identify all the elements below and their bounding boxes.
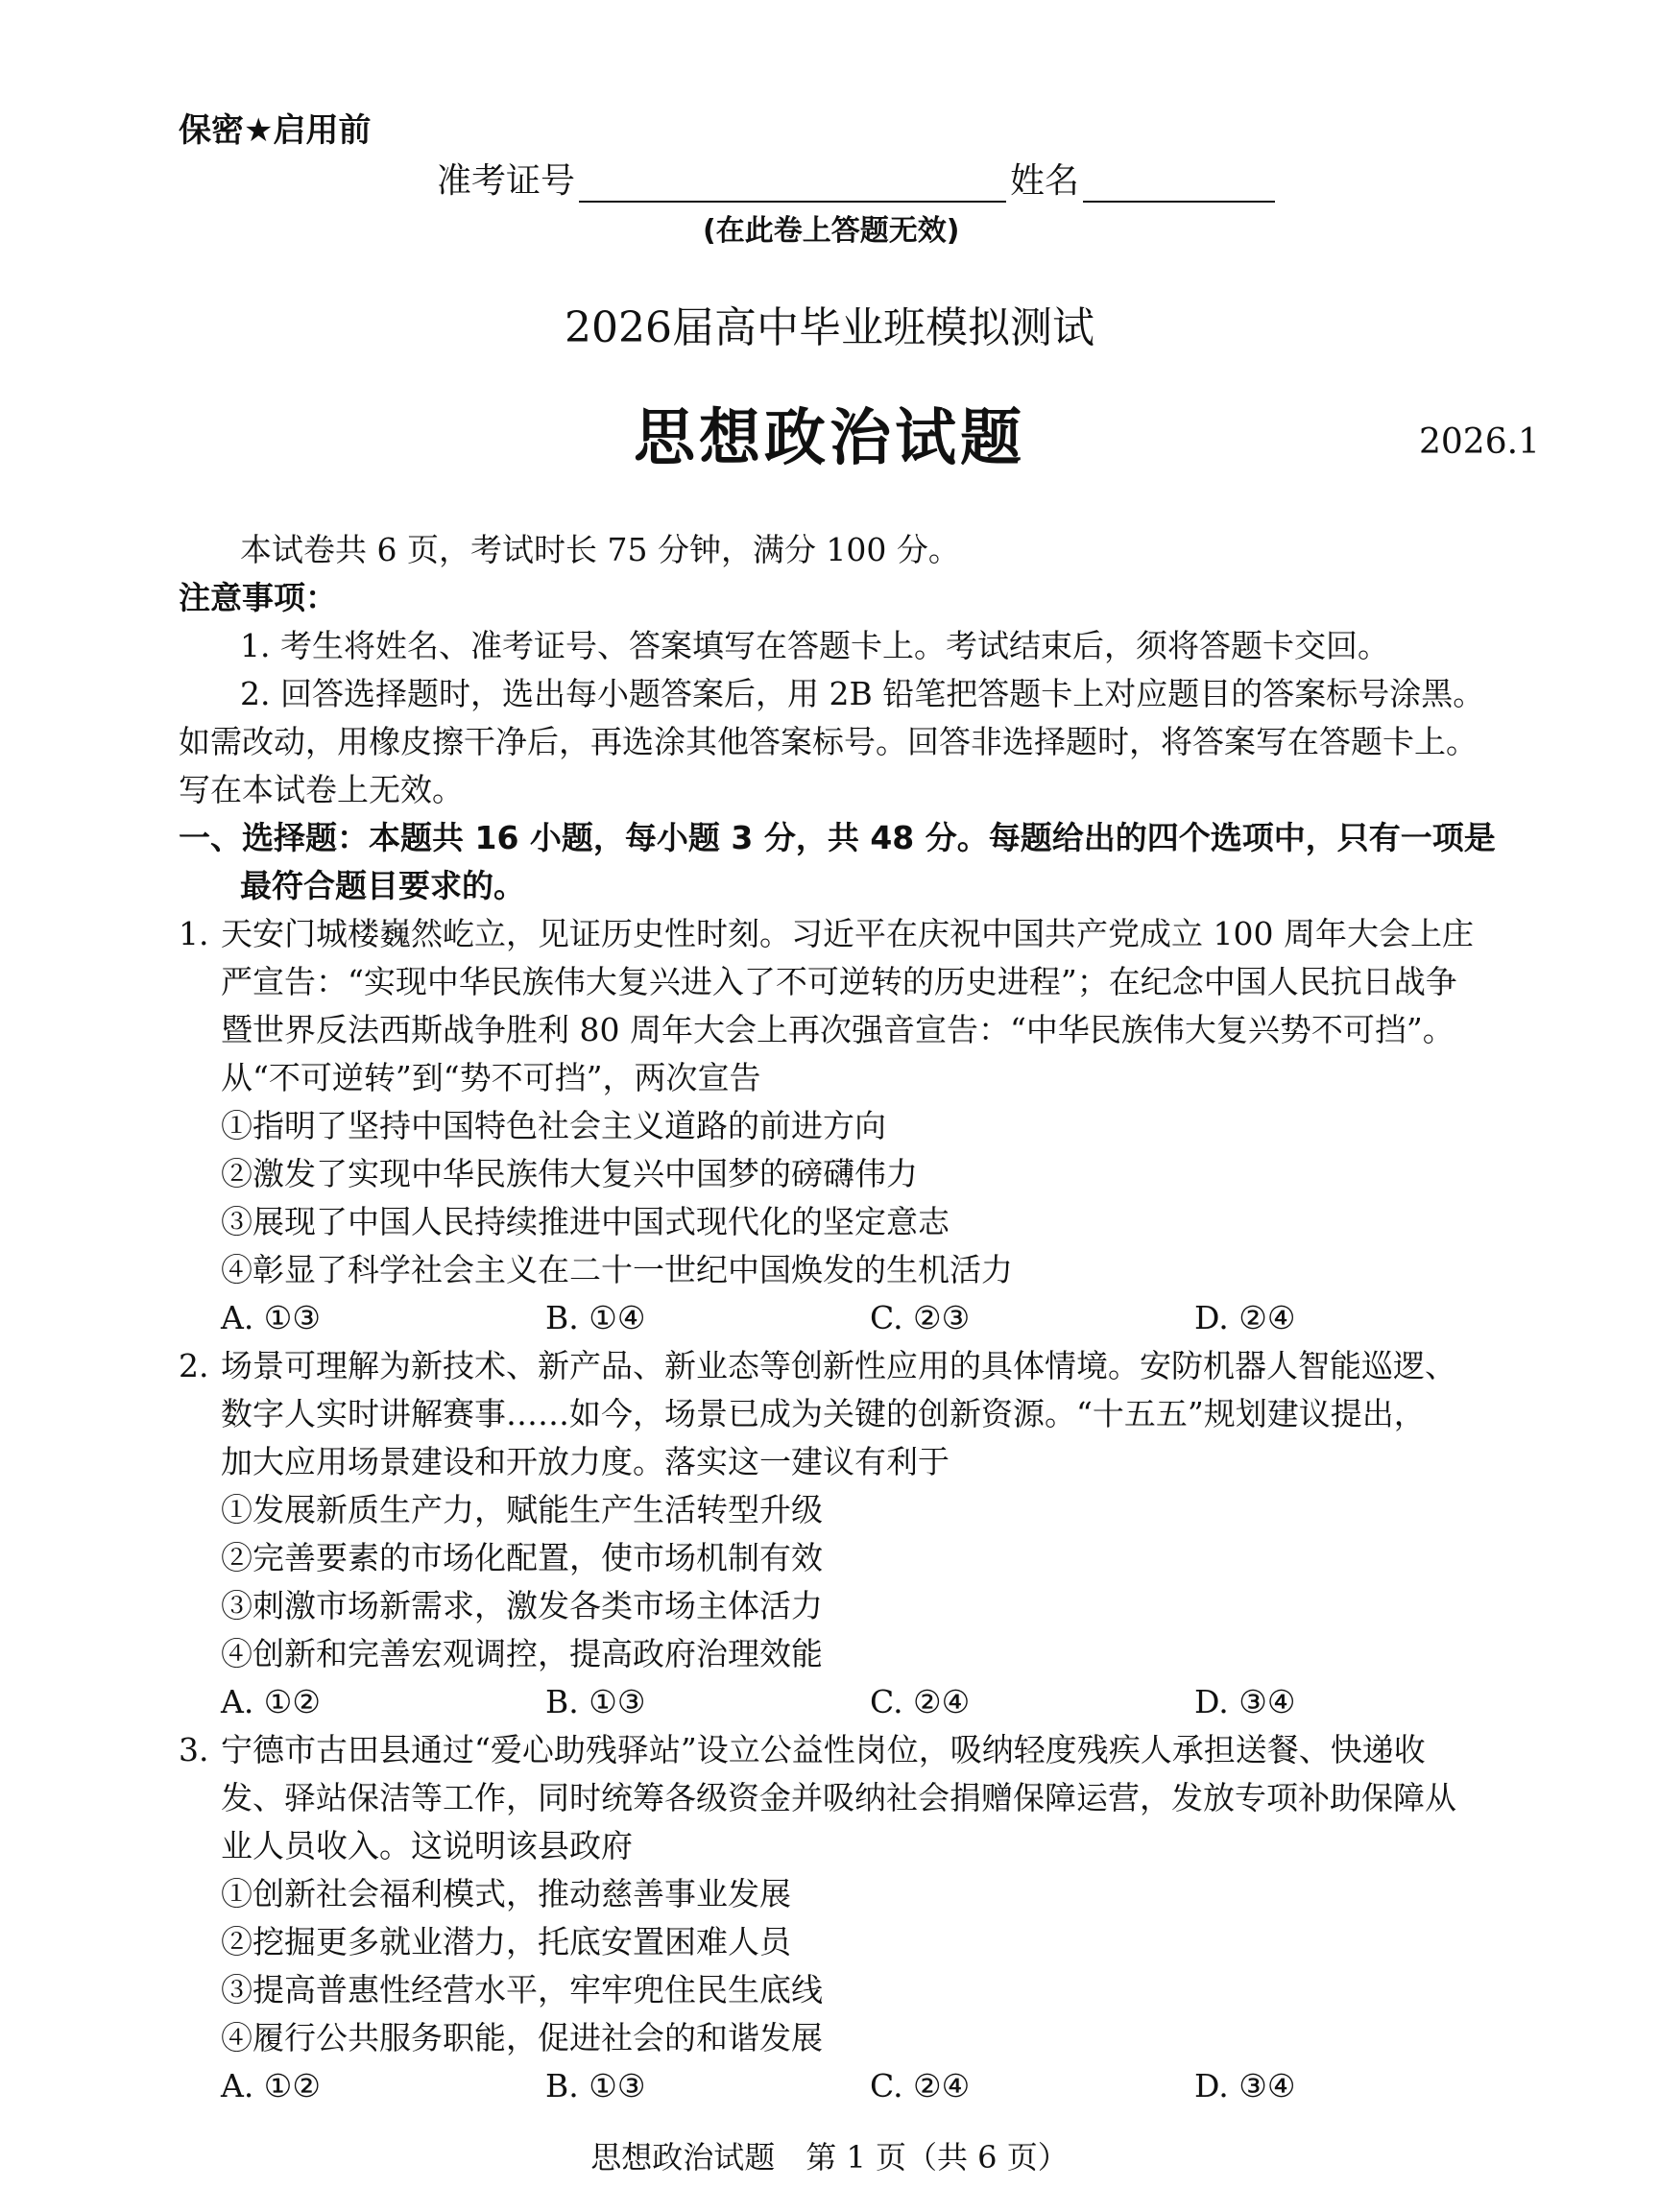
question-text-line: 从“不可逆转”到“势不可挡”，两次宣告 bbox=[221, 1059, 761, 1096]
option-b: B. ①④ bbox=[545, 1299, 646, 1336]
statement-1: ①指明了坚持中国特色社会主义道路的前进方向 bbox=[221, 1107, 886, 1144]
option-a: A. ①③ bbox=[221, 1299, 321, 1336]
option-c: C. ②③ bbox=[870, 1299, 971, 1336]
exam-summary: 本试卷共 6 页，考试时长 75 分钟，满分 100 分。 bbox=[240, 531, 960, 568]
exam-id-label: 准考证号 bbox=[437, 161, 576, 201]
option-d: D. ③④ bbox=[1194, 2067, 1296, 2104]
statement-2: ②挖掘更多就业潜力，托底安置困难人员 bbox=[221, 1923, 791, 1960]
option-a: A. ①② bbox=[221, 1683, 321, 1720]
question-text-line: 业人员收入。这说明该县政府 bbox=[221, 1827, 633, 1864]
question-1 bbox=[179, 910, 1523, 1342]
name-label: 姓名 bbox=[1010, 161, 1080, 201]
notice-item-2-line-3: 写在本试卷上无效。 bbox=[179, 771, 464, 808]
notice-item-1: 1. 考生将姓名、准考证号、答案填写在答题卡上。考试结束后，须将答题卡交回。 bbox=[240, 627, 1389, 664]
question-text-line: 严宣告：“实现中华民族伟大复兴进入了不可逆转的历史进程”；在纪念中国人民抗日战争 bbox=[221, 963, 1457, 1000]
exam-title: 2026届高中毕业班模拟测试 bbox=[565, 303, 1094, 352]
exam-date: 2026.1 bbox=[1419, 422, 1540, 462]
question-text-line: 2. 场景可理解为新技术、新产品、新业态等创新性应用的具体情境。安防机器人智能巡逻、 bbox=[179, 1342, 1523, 1390]
option-d: D. ②④ bbox=[1194, 1299, 1296, 1336]
question-text-line: 暨世界反法西斯战争胜利 80 周年大会上再次强音宣告：“中华民族伟大复兴势不可挡”。 bbox=[221, 1011, 1455, 1048]
answer-options bbox=[179, 1678, 1523, 1726]
page-footer: 思想政治试题 第 1 页（共 6 页） bbox=[590, 2139, 1069, 2176]
statement-1: ①发展新质生产力，赋能生产生活转型升级 bbox=[221, 1491, 823, 1528]
statement-3: ③提高普惠性经营水平，牢牢兜住民生底线 bbox=[221, 1971, 823, 2008]
notice-item-2-line-2: 如需改动，用橡皮擦干净后，再选涂其他答案标号。回答非选择题时，将答案写在答题卡上。 bbox=[179, 723, 1478, 760]
notice-item-2-line-1: 2. 回答选择题时，选出每小题答案后，用 2B 铅笔把答题卡上对应题目的答案标号涂黑。 bbox=[240, 675, 1485, 712]
option-c: C. ②④ bbox=[870, 2067, 971, 2104]
statement-3: ③刺激市场新需求，激发各类市场主体活力 bbox=[221, 1587, 823, 1624]
question-3 bbox=[179, 1726, 1523, 2110]
statement-1: ①创新社会福利模式，推动慈善事业发展 bbox=[221, 1875, 791, 1912]
question-text-line: 3. 宁德市古田县通过“爱心助残驿站”设立公益性岗位，吸纳轻度残疾人承担送餐、快递收 bbox=[179, 1726, 1523, 1774]
subject-title: 思想政治试题 bbox=[634, 403, 1025, 474]
question-text-line: 数字人实时讲解赛事……如今，场景已成为关键的创新资源。“十五五”规划建议提出， bbox=[221, 1395, 1426, 1432]
statement-3: ③展现了中国人民持续推进中国式现代化的坚定意志 bbox=[221, 1203, 950, 1240]
statement-4: ④彰显了科学社会主义在二十一世纪中国焕发的生机活力 bbox=[221, 1251, 1013, 1288]
candidate-info-row bbox=[437, 154, 1279, 203]
statement-2: ②完善要素的市场化配置，使市场机制有效 bbox=[221, 1539, 823, 1576]
invalid-note: (在此卷上答题无效) bbox=[703, 214, 960, 248]
option-b: B. ①③ bbox=[545, 1683, 646, 1720]
secret-label: 保密★启用前 bbox=[179, 111, 372, 150]
question-2 bbox=[179, 1342, 1523, 1726]
statement-4: ④创新和完善宏观调控，提高政府治理效能 bbox=[221, 1635, 823, 1672]
section-title-line-1: 一、选择题：本题共 16 小题，每小题 3 分，共 48 分。每题给出的四个选项中，只有一项是 bbox=[179, 819, 1496, 856]
name-blank bbox=[1083, 166, 1275, 203]
question-text-line: 发、驿站保洁等工作，同时统筹各级资金并吸纳社会捐赠保障运营，发放专项补助保障从 bbox=[221, 1779, 1456, 1816]
exam-body bbox=[179, 526, 1523, 2110]
option-b: B. ①③ bbox=[545, 2067, 646, 2104]
notice-title: 注意事项： bbox=[179, 579, 337, 616]
question-number: 3. bbox=[179, 1731, 209, 1768]
exam-id-blank bbox=[579, 166, 1006, 203]
question-number: 1. bbox=[179, 915, 209, 952]
question-text-line: 1. 天安门城楼巍然屹立，见证历史性时刻。习近平在庆祝中国共产党成立 100 周年大会上庄 bbox=[179, 910, 1523, 958]
option-a: A. ①② bbox=[221, 2067, 321, 2104]
answer-options bbox=[179, 1294, 1523, 1342]
answer-options bbox=[179, 2062, 1523, 2110]
question-number: 2. bbox=[179, 1347, 209, 1384]
statement-4: ④履行公共服务职能，促进社会的和谐发展 bbox=[221, 2019, 823, 2056]
statement-2: ②激发了实现中华民族伟大复兴中国梦的磅礴伟力 bbox=[221, 1155, 918, 1192]
option-c: C. ②④ bbox=[870, 1683, 971, 1720]
question-text-line: 加大应用场景建设和开放力度。落实这一建议有利于 bbox=[221, 1443, 950, 1480]
option-d: D. ③④ bbox=[1194, 1683, 1296, 1720]
section-title-line-2: 最符合题目要求的。 bbox=[240, 867, 525, 904]
